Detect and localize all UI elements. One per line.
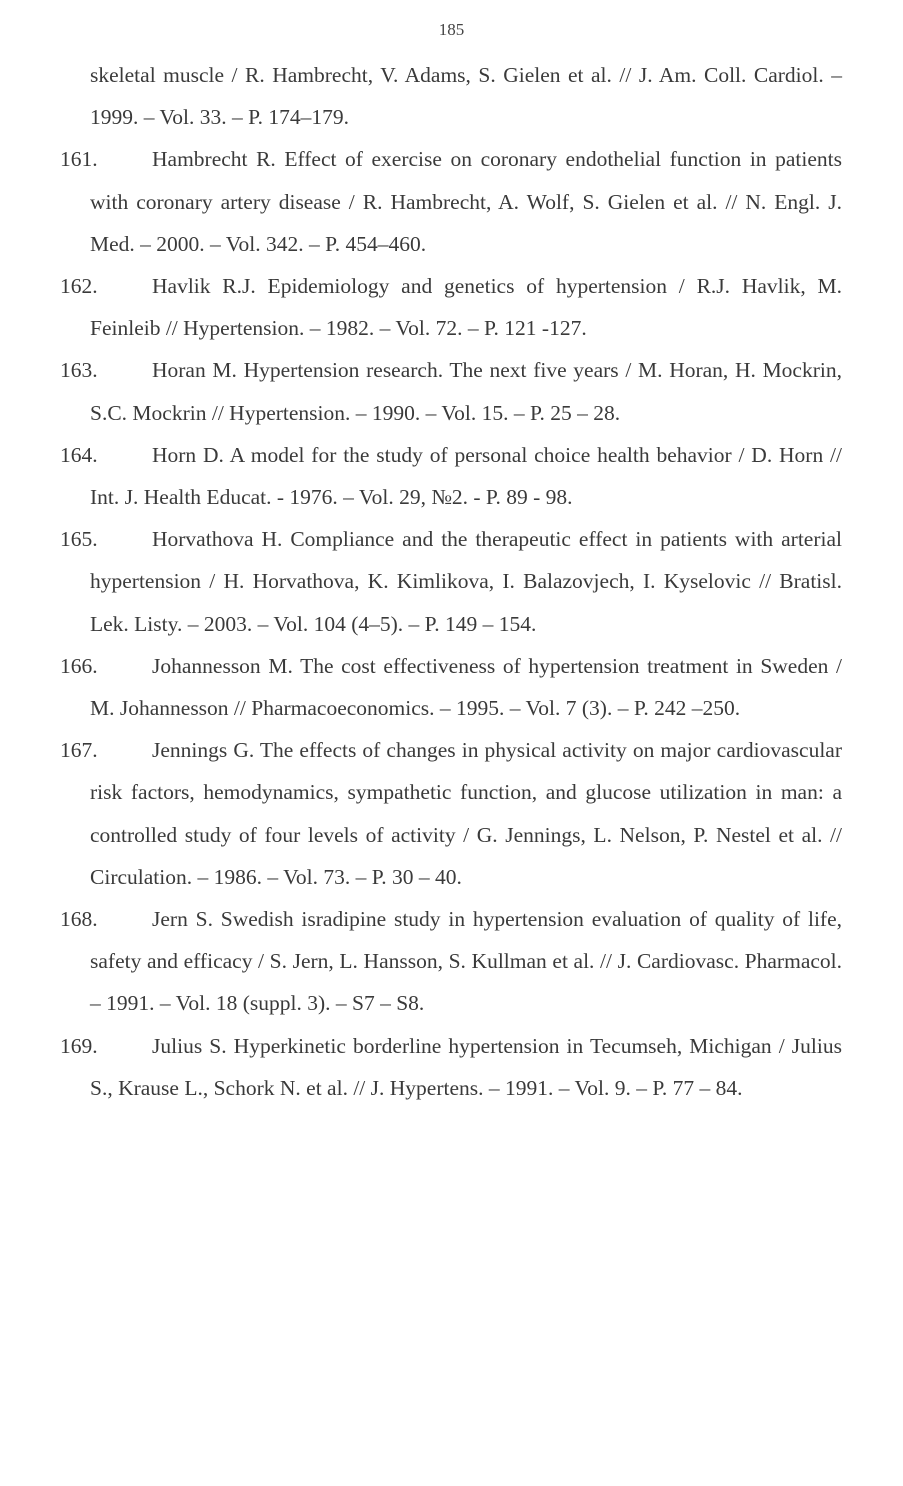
reference-text: Jern S. Swedish isradipine study in hypertension evaluation of quality of life, safety and efficacy / S. Jern, L. Hansson, S. Kullman et al. // J. Cardiovasc. Pharmacol. – 1991. – Vol. 18 (suppl. 3). – S7 – S8. xyxy=(90,907,842,1016)
reference-number: 163. xyxy=(60,358,98,383)
reference-continuation: skeletal muscle / R. Hambrecht, V. Adams, S. Gielen et al. // J. Am. Coll. Cardiol. – 1999. – Vol. 33. – P. 174–179. xyxy=(90,63,842,130)
reference-number: 169. xyxy=(60,1033,98,1058)
reference-text: Hambrecht R. Effect of exercise on coronary endothelial function in patients with coronary artery disease / R. Hambrecht, A. Wolf, S. Gielen et al. // N. Engl. J. Med. – 2000. – Vol. 342. – P. 454–460. xyxy=(90,147,842,256)
reference-number: 167. xyxy=(60,738,98,763)
reference-item xyxy=(60,645,842,729)
reference-item xyxy=(60,434,842,518)
reference-item xyxy=(60,349,842,433)
reference-number: 166. xyxy=(60,653,98,678)
reference-item xyxy=(60,138,842,265)
reference-text: Horn D. A model for the study of personal choice health behavior / D. Horn // Int. J. Health Educat. - 1976. – Vol. 29, №2. - P. 89 - 98. xyxy=(90,442,842,510)
reference-number: 164. xyxy=(60,442,98,467)
reference-item xyxy=(60,265,842,349)
reference-number: 165. xyxy=(60,527,98,552)
reference-item xyxy=(60,898,842,1025)
reference-text: Johannesson M. The cost effectiveness of hypertension treatment in Sweden / M. Johannesson // Pharmacoeconomics. – 1995. – Vol. 7 (3). – P. 242 –250. xyxy=(90,653,842,721)
reference-item xyxy=(60,729,842,898)
reference-text: Horan M. Hypertension research. The next five years / M. Horan, H. Mockrin, S.C. Mockrin // Hypertension. – 1990. – Vol. 15. – P. 25 – 28. xyxy=(90,358,842,425)
reference-number: 162. xyxy=(60,274,98,299)
reference-text: Havlik R.J. Epidemiology and genetics of hypertension / R.J. Havlik, M. Feinleib // Hypertension. – 1982. – Vol. 72. – P. 121 -127. xyxy=(90,274,842,341)
page-number: 185 xyxy=(438,20,465,39)
reference-item xyxy=(60,518,842,645)
reference-list xyxy=(60,54,842,1109)
reference-number: 168. xyxy=(60,907,98,932)
reference-text: Horvathova H. Compliance and the therapeutic effect in patients with arterial hypertension / H. Horvathova, K. Kimlikova, I. Balazovjech, I. Kyselovic // Bratisl. Lek. Listy. – 2003. – Vol. 104 (4–5). – P. 149 – 154. xyxy=(90,527,842,636)
reference-number: 161. xyxy=(60,147,98,172)
reference-text: Jennings G. The effects of changes in physical activity on major cardiovascular risk factors, hemodynamics, sympathetic function, and glucose utilization in man: a controlled study of four levels of activity / G. Jennings, L. Nelson, P. Nestel et al. // Circulation. – 1986. – Vol. 73. – P. 30 – 40. xyxy=(90,738,842,889)
reference-text: Julius S. Hyperkinetic borderline hypertension in Tecumseh, Michigan / Julius S., Krause L., Schork N. et al. // J. Hypertens. – 1991. – Vol. 9. – P. 77 – 84. xyxy=(90,1033,842,1100)
reference-item xyxy=(60,1025,842,1109)
